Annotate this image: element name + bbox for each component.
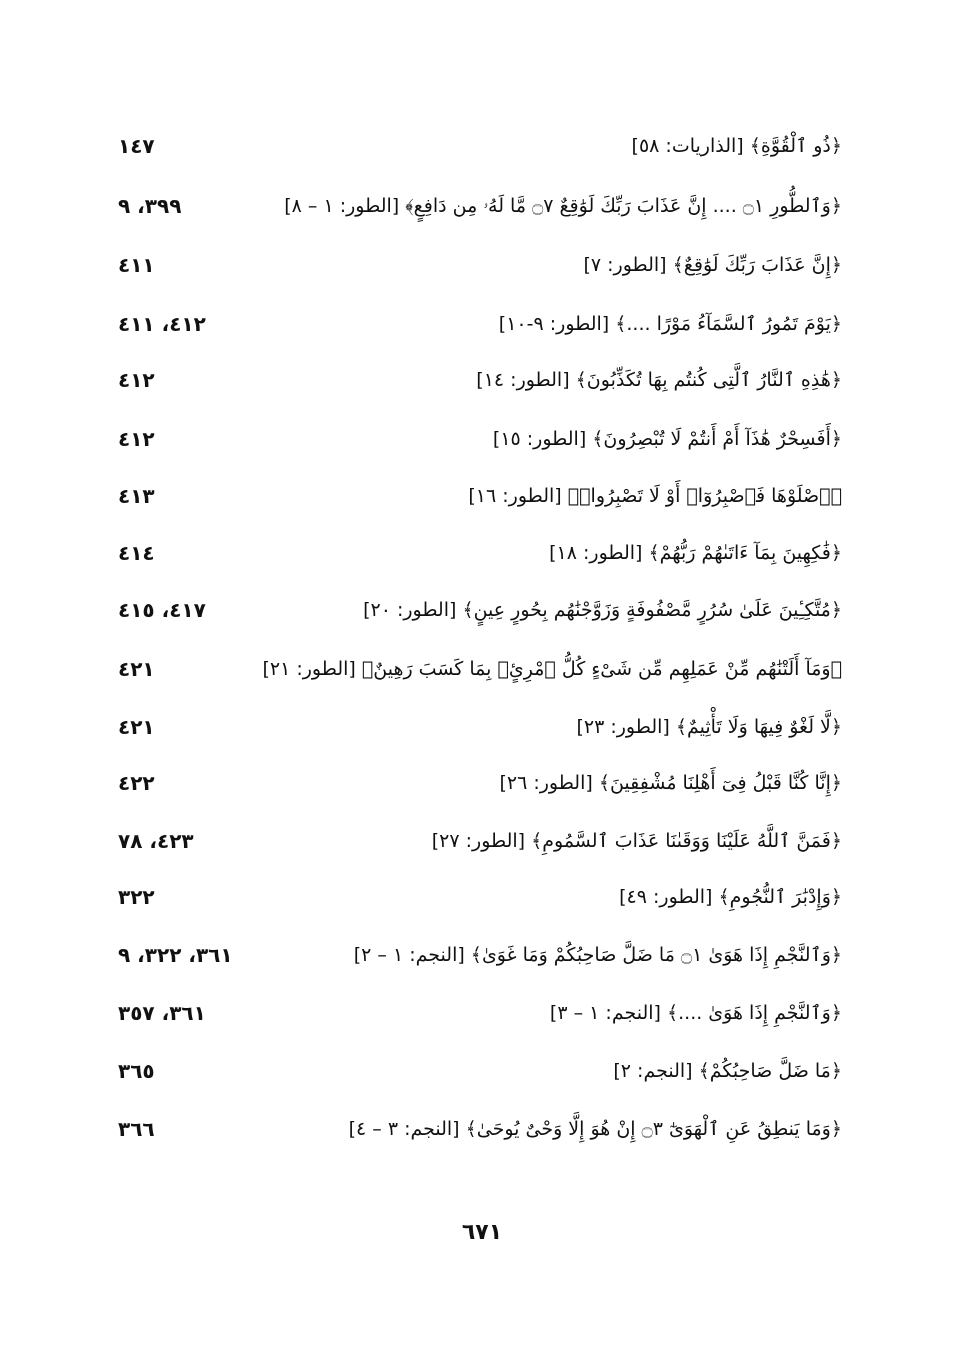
verse-citation: ﴿ذُو ٱلْقُوَّةِ﴾ [الذاريات: ٥٨] <box>631 135 842 157</box>
index-entry <box>0 993 964 1033</box>
index-entry <box>0 877 964 917</box>
verse-citation: ﴿وَٱلنَّجْمِ إِذَا هَوَىٰ ۝١ مَا ضَلَّ صَاحِبُكُمْ وَمَا غَوَىٰ﴾ [النجم: ١ – ٢] <box>353 944 842 966</box>
verse-citation: ﴿وَمَا يَنطِقُ عَنِ ٱلْهَوَىٰٓ ۝٣ إِنْ هُوَ إِلَّا وَحْىٌ يُوحَىٰ﴾ [النجم: ٣ – ٤] <box>348 1118 842 1140</box>
index-entry <box>0 245 964 285</box>
verse-citation: ﴿وَإِدْبَٰرَ ٱلنُّجُومِ﴾ [الطور: ٤٩] <box>619 886 842 908</box>
index-entry <box>0 419 964 459</box>
verse-citation: ﴿وَٱلنَّجْمِ إِذَا هَوَىٰ ....﴾ [النجم: ١ – ٣] <box>549 1002 842 1024</box>
verse-citation: ﴿مُتَّكِـِٔينَ عَلَىٰ سُرُرٍ مَّصْفُوفَةٍ وَزَوَّجْنَٰهُم بِحُورٍ عِينٍ﴾ [الطور: ٢٠] <box>363 599 842 621</box>
verse-citation: ﴿فَمَنَّ ٱللَّهُ عَلَيْنَا وَوَقَىٰنَا عَذَابَ ٱلسَّمُومِ﴾ [الطور: ٢٧] <box>431 830 842 852</box>
verse-citation: ﴿ٱصْلَوْهَا فَٱصْبِرُوٓا۟ أَوْ لَا تَصْبِرُوا۟﴾ [الطور: ١٦] <box>468 485 842 507</box>
page-references: ٤١٢ <box>118 368 155 392</box>
page-references: ٤٢٢ <box>118 771 155 795</box>
index-entry <box>0 821 964 861</box>
index-entry <box>0 1109 964 1149</box>
page-references: ٤٢١ <box>118 715 155 739</box>
page-references: ٤٢١ <box>118 657 155 681</box>
page-references: ٤٢٣، ٧٨ <box>118 829 194 853</box>
verse-citation: ﴿أَفَسِحْرٌ هَٰذَآ أَمْ أَنتُمْ لَا تُبْصِرُونَ﴾ [الطور: ١٥] <box>492 428 842 450</box>
index-entry <box>0 126 964 166</box>
page-references: ٣٦١، ٣٢٢، ٩ <box>118 943 233 967</box>
page-references: ٣٢٢ <box>118 885 155 909</box>
verse-citation: ﴿وَمَآ أَلَتْنَٰهُم مِّنْ عَمَلِهِم مِّن شَىْءٍ كُلُّ ٱمْرِئٍۭ بِمَا كَسَبَ رَهِينٌ﴾ [الطور: ٢١] <box>262 658 842 680</box>
verse-citation: ﴿هَٰذِهِ ٱلنَّارُ ٱلَّتِى كُنتُم بِهَا تُكَذِّبُونَ﴾ [الطور: ١٤] <box>476 369 842 391</box>
page-references: ٣٦٦ <box>118 1117 155 1141</box>
page-references: ٣٦٥ <box>118 1059 155 1083</box>
index-entry <box>0 304 964 344</box>
verse-citation: ﴿مَا ضَلَّ صَاحِبُكُمْ﴾ [النجم: ٢] <box>613 1060 842 1082</box>
verse-citation: ﴿إِنَّا كُنَّا قَبْلُ فِىٓ أَهْلِنَا مُشْفِقِينَ﴾ [الطور: ٢٦] <box>499 772 842 794</box>
verse-citation: ﴿فَٰكِهِينَ بِمَآ ءَاتَىٰهُمْ رَبُّهُمْ﴾ [الطور: ١٨] <box>549 542 842 564</box>
index-entry <box>0 590 964 630</box>
index-entry <box>0 707 964 747</box>
verse-citation: ﴿لَّا لَغْوٌ فِيهَا وَلَا تَأْثِيمٌ﴾ [الطور: ٢٣] <box>576 716 842 738</box>
page-number: ٦٧١ <box>461 1220 503 1245</box>
index-entry <box>0 533 964 573</box>
index-entry <box>0 360 964 400</box>
page-references: ٣٩٩، ٩ <box>118 194 182 218</box>
verse-citation: ﴿إِنَّ عَذَابَ رَبِّكَ لَوَٰقِعٌ﴾ [الطور: ٧] <box>583 254 842 276</box>
page-references: ٤١٤ <box>118 541 155 565</box>
page-references: ٤١٣ <box>118 484 155 508</box>
index-entry <box>0 649 964 689</box>
index-entry <box>0 476 964 516</box>
index-entry <box>0 763 964 803</box>
page-references: ٤١٢ <box>118 427 155 451</box>
index-entry <box>0 935 964 975</box>
index-entry <box>0 186 964 226</box>
page-references: ٤١٧، ٤١٥ <box>118 598 206 622</box>
page-references: ٤١٢، ٤١١ <box>118 312 206 336</box>
verse-citation: ﴿يَوْمَ تَمُورُ ٱلسَّمَآءُ مَوْرًا ....﴾ [الطور: ٩-١٠] <box>498 313 842 335</box>
index-entry <box>0 1051 964 1091</box>
page-references: ٣٦١، ٣٥٧ <box>118 1001 206 1025</box>
page-references: ١٤٧ <box>118 134 155 158</box>
page-references: ٤١١ <box>118 253 155 277</box>
verse-citation: ﴿وَٱلطُّورِ ۝١ .... إِنَّ عَذَابَ رَبِّكَ لَوَٰقِعٌ ۝٧ مَّا لَهُۥ مِن دَافِعٍ﴾ [الطور: ١ – ٨] <box>284 195 842 217</box>
